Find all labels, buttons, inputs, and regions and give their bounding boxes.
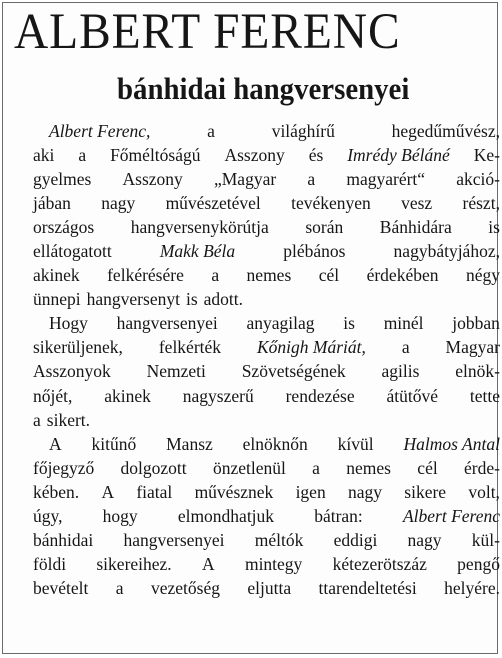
text-line (33, 311, 500, 335)
word: eljutta (247, 577, 292, 598)
text-line (33, 287, 500, 311)
text-line (33, 263, 500, 287)
text-line (33, 528, 500, 552)
word: tette (469, 385, 500, 406)
word: sikert. (46, 409, 91, 430)
word: országos (33, 217, 95, 238)
word: helyére. (444, 577, 500, 598)
word: a (33, 409, 41, 430)
text-line (33, 480, 500, 504)
word: minél (383, 313, 424, 334)
word: akinek (33, 265, 80, 286)
word: volt, (468, 481, 500, 502)
word: érde- (464, 457, 500, 478)
word: jobban (452, 313, 500, 334)
word: is (185, 289, 198, 310)
word: vesz (401, 193, 433, 214)
word: méltók (254, 529, 304, 550)
word: ünnepi (33, 289, 81, 310)
word: felkérték (158, 337, 222, 358)
word: A (101, 481, 115, 502)
italic-name: Halmos Antal (403, 433, 500, 454)
word: sikere (404, 481, 447, 502)
italic-name: Makk Béla (159, 241, 236, 262)
word: négy (465, 265, 500, 286)
italic-name: Albert Ferenc (402, 505, 500, 526)
word: sikerüljenek, (33, 337, 123, 358)
word: elnök- (455, 361, 500, 382)
text-line (33, 167, 500, 191)
word: Nemzeti (146, 361, 206, 382)
word: bánhidai (33, 529, 94, 550)
text-line (33, 191, 500, 215)
word: mintegy (244, 553, 303, 574)
word: a (401, 337, 410, 358)
word: agilis (381, 361, 420, 382)
word: plébános (283, 241, 346, 262)
word: kívül (337, 433, 374, 454)
word: nagyszerű (182, 385, 254, 406)
word: érdekében (366, 265, 439, 286)
text-line (33, 239, 500, 263)
word: átütővé (386, 385, 438, 406)
word: nemes (346, 457, 391, 478)
text-line (33, 432, 500, 456)
word: anyagilag (246, 313, 315, 334)
word: Mansz (166, 433, 213, 454)
word: Magyar (445, 337, 500, 358)
word: a (312, 457, 320, 478)
word: cél (417, 457, 438, 478)
word: tevékenyen (291, 193, 371, 214)
word: dolgozott (120, 457, 187, 478)
text-line (33, 215, 500, 239)
word: adott. (203, 289, 244, 310)
word: kül- (471, 529, 500, 550)
word: A (49, 433, 62, 454)
article-body (33, 119, 500, 600)
text-line (33, 335, 500, 359)
text-line (33, 143, 500, 167)
italic-name: Imrédy Béláné (347, 145, 450, 166)
text-line (33, 384, 500, 408)
word: Asszony (224, 145, 285, 166)
word: során (305, 217, 344, 238)
word: cél (318, 265, 340, 286)
word: nemes (246, 265, 292, 286)
article-subtitle: bánhidai hangversenyei (117, 71, 410, 106)
word: elnöknőn (242, 433, 308, 454)
word: Ke- (473, 145, 500, 166)
word: elmondhatjuk (177, 505, 275, 526)
word: kitűnő (91, 433, 137, 454)
word: művészetével (165, 193, 261, 214)
word: A (202, 553, 215, 574)
word: nagy (407, 529, 442, 550)
word: bevételt (33, 577, 89, 598)
word: bátran: (314, 505, 363, 526)
word: főjegyző (33, 457, 95, 478)
word: nagy (347, 481, 382, 502)
word: pengő (457, 553, 500, 574)
word: hegedűművész, (391, 121, 500, 141)
word: gyelmes (33, 169, 92, 190)
word: ellátogatott (33, 241, 112, 262)
word: földi (33, 553, 67, 574)
word: „Magyar (213, 169, 277, 190)
word: is (343, 313, 355, 334)
word: aki (33, 145, 55, 166)
word: világhírű (271, 121, 335, 141)
word: Főméltóságú (110, 145, 201, 166)
word: nőjét, (33, 385, 73, 406)
word: vezetőség (150, 577, 220, 598)
italic-name: Kőnigh Máriát, (256, 337, 366, 358)
word: sikereihez. (96, 553, 172, 574)
text-line (33, 504, 500, 528)
word: nagybátyjához, (393, 241, 500, 262)
word: Hogy (49, 313, 88, 334)
word: rendezése (285, 385, 355, 406)
word: Asszony (122, 169, 183, 190)
word: ttarendeltetési (318, 577, 417, 598)
word: hangversenyt (86, 289, 180, 310)
word: Asszonyok (33, 361, 111, 382)
text-line (33, 359, 500, 383)
word: hangversenykörútja (130, 217, 269, 238)
word: részt, (462, 193, 500, 214)
word: is (488, 217, 500, 238)
word: felkérésére (107, 265, 184, 286)
word: akció- (456, 169, 500, 190)
word: és (308, 145, 324, 166)
italic-name: Albert Ferenc, (49, 121, 151, 141)
text-line (33, 552, 500, 576)
word: magyarért“ (346, 169, 426, 190)
word: a (207, 121, 215, 141)
word: Bánhidára (379, 217, 452, 238)
word: úgy, (33, 505, 63, 526)
word: hangversenyei (116, 313, 218, 334)
word: művésznek (194, 481, 274, 502)
text-line (33, 119, 500, 143)
word: fiatal (136, 481, 173, 502)
word: a (307, 169, 316, 190)
text-line (33, 456, 500, 480)
word: a (115, 577, 124, 598)
word: nagy (101, 193, 136, 214)
word: a (211, 265, 220, 286)
word: hogy (102, 505, 138, 526)
article-title: ALBERT FERENC (14, 4, 401, 60)
word: Szövetségének (241, 361, 346, 382)
word: a (78, 145, 87, 166)
word: eddigi (333, 529, 378, 550)
word: kétezerötszáz (332, 553, 427, 574)
word: hangversenyei (123, 529, 225, 550)
word: kében. (33, 481, 80, 502)
word: akinek (104, 385, 151, 406)
text-line (33, 576, 500, 600)
word: igen (295, 481, 326, 502)
text-line (33, 408, 500, 432)
word: jában (33, 193, 71, 214)
word: önzetlenül (212, 457, 286, 478)
